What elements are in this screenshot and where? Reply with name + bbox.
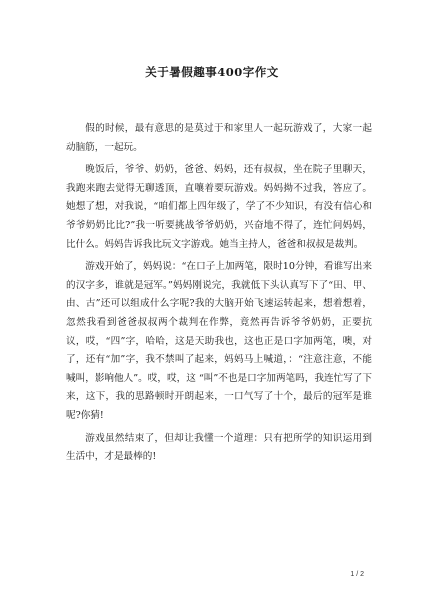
paragraph-2: 晚饭后，爷爷、奶奶，爸爸、妈妈，还有叔叔，坐在院子里聊天，我跑来跑去觉得无聊透顶，直嚷着要玩游戏。妈妈拗不过我，答应了。她想了想，对我说，“咱们都上四年级了，学了不少知识，有没有信心和爷爷奶奶比比?”我一听要挑战爷爷奶奶，兴奋地不得了，连忙问妈妈，比什么。妈妈告诉我比玩文字游戏。她当主持人，爸爸和叔叔是裁判。	[66, 164, 372, 250]
paragraph-4: 游戏虽然结束了，但却让我懂一个道理：只有把所学的知识运用到生活中，才是最棒的!	[66, 432, 372, 463]
page-title: 关于暑假趣事400字作文	[145, 65, 279, 79]
paragraph-1: 假的时候，最有意思的是莫过于和家里人一起玩游戏了，大家一起动脑筋，一起玩。	[66, 123, 372, 153]
essay-body	[66, 120, 372, 467]
page-number: 1 / 2	[350, 571, 364, 578]
paragraph-3: 游戏开始了，妈妈说：“在口子上加两笔，限时10分钟，看谁写出来的汉字多，谁就是冠军。”妈妈刚说完，我就低下头认真写下了“田、甲、由、古”还可以组成什么字呢?我的大脑开始飞速运转起来，想着想着，忽然我看到爸爸叔叔两个裁判在作弊，竟然再告诉爷爷奶奶，正要抗议，哎，“四”字，哈哈，这是天助我也，这也正是口字加两笔，噢，对了，还有“加”字，我不禁叫了起来，妈妈马上喊道，：“注意注意，不能喊叫，影响他人”。哎，哎，这 “叫”不也是口字加两笔吗，我连忙写了下来，这下，我的思路顿时开朗起来，一口气写了十个，最后的冠军是谁呢?你猜!	[66, 261, 372, 421]
